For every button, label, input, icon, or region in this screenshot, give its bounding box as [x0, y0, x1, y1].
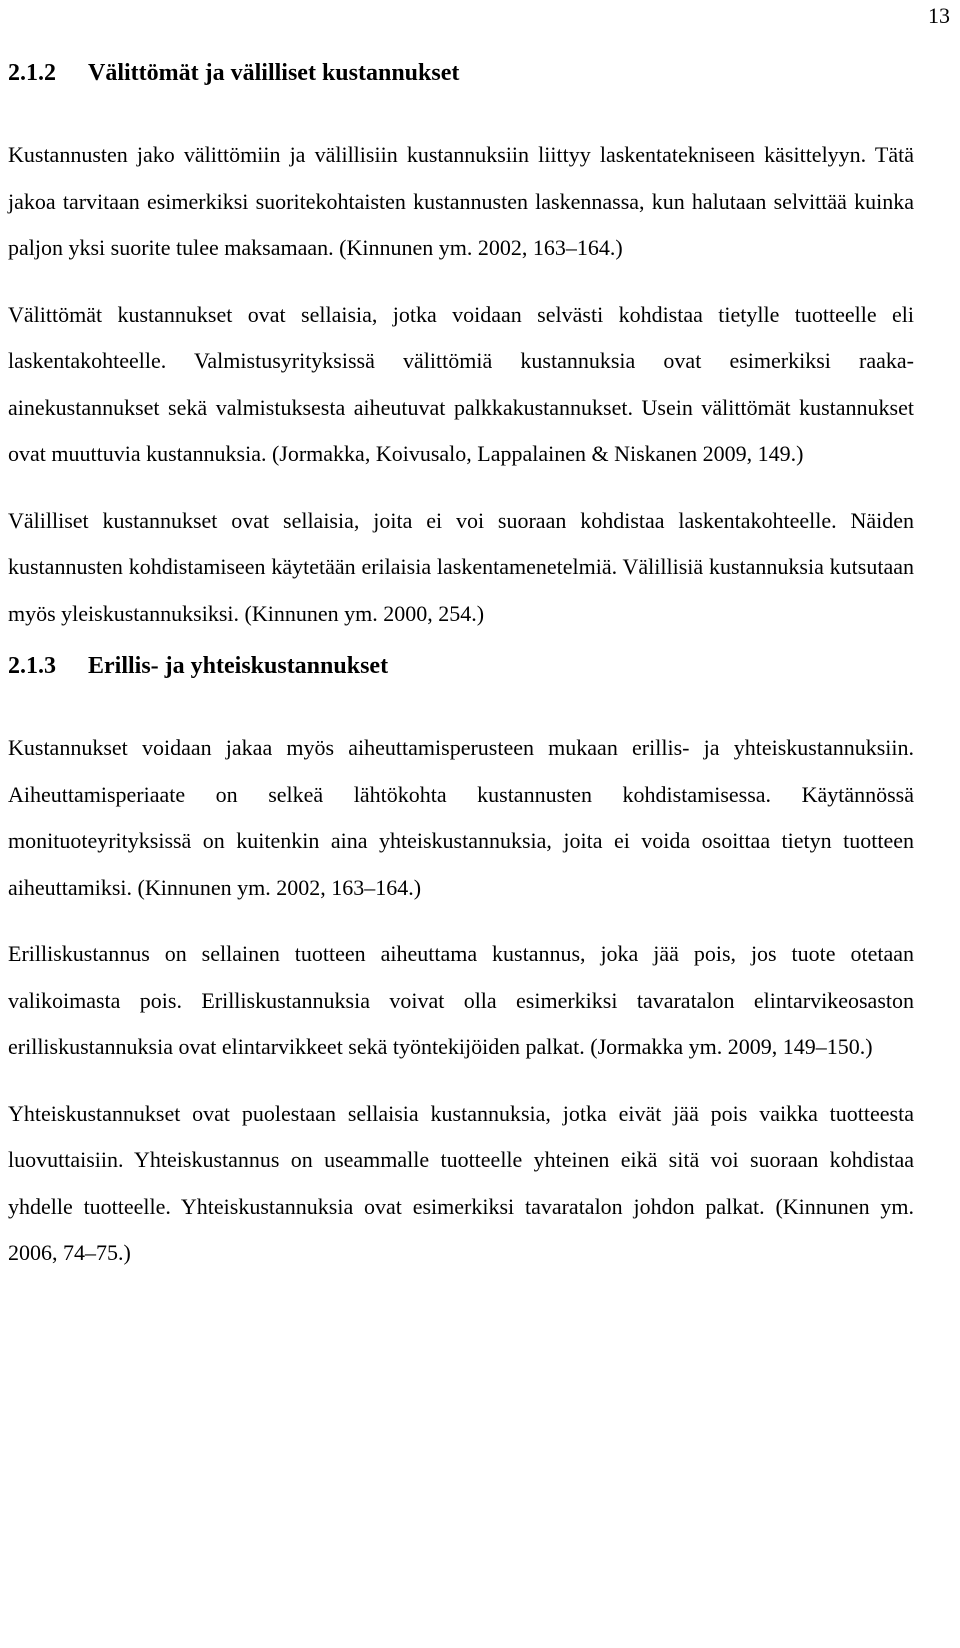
paragraph-direct-costs: Välittömät kustannukset ovat sellaisia, jotka voidaan selvästi kohdistaa tietylle tuotteelle eli laskentakohteelle. Valmistusyrityksissä välittömiä kustannuksia ovat esimerkiksi raaka-ainekustannukset sekä valmistuksesta aiheutuvat palkkakustannukset. Usein välittömät kustannukset ovat muuttuvia kustannuksia. (Jormakka, Koivusalo, Lappalainen & Niskanen 2009, 149.) — [8, 301, 914, 466]
section-heading-2-1-2 — [8, 58, 914, 88]
paragraph-separate-joint-costs: Kustannukset voidaan jakaa myös aiheuttamisperusteen mukaan erillis- ja yhteiskustannuksiin. Aiheuttamisperiaate on selkeä lähtökohta kustannusten kohdistamisessa. Käytännössä monituoteyrityksissä on kuitenkin aina yhteiskustannuksia, joita ei voida osoittaa tietyn tuotteen aiheuttamiksi. (Kinnunen ym. 2002, 163–164.) — [8, 735, 914, 900]
section-number: 2.1.2 — [8, 60, 56, 86]
section-number: 2.1.3 — [8, 653, 56, 679]
page-number: 13 — [928, 3, 950, 28]
section-title: Välittömät ja välilliset kustannukset — [88, 60, 460, 86]
paragraph-cost-division: Kustannusten jako välittömiin ja välillisiin kustannuksiin liittyy laskentatekniseen käsittelyyn. Tätä jakoa tarvitaan esimerkiksi suoritekohtaisten kustannusten laskennassa, kun halutaan selvittää kuinka paljon yksi suorite tulee maksamaan. (Kinnunen ym. 2002, 163–164.) — [8, 142, 914, 260]
paragraph-separate-cost: Erilliskustannus on sellainen tuotteen aiheuttama kustannus, joka jää pois, jos tuote otetaan valikoimasta pois. Erilliskustannuksia voivat olla esimerkiksi tavaratalon elintarvikeosaston erilliskustannuksia ovat elintarvikkeet sekä työntekijöiden palkat. (Jormakka ym. 2009, 149–150.) — [8, 941, 914, 1059]
paragraph-indirect-costs: Välilliset kustannukset ovat sellaisia, joita ei voi suoraan kohdistaa laskentakohteelle. Näiden kustannusten kohdistamiseen käytetään erilaisia laskentamenetelmiä. Välillisiä kustannuksia kutsutaan myös yleiskustannuksiksi. (Kinnunen ym. 2000, 254.) — [8, 507, 914, 626]
paragraph-joint-costs: Yhteiskustannukset ovat puolestaan sellaisia kustannuksia, jotka eivät jää pois vaikka tuotteesta luovuttaisiin. Yhteiskustannus on useammalle tuotteelle yhteinen eikä sitä voi suoraan kohdistaa yhdelle tuotteelle. Yhteiskustannuksia ovat esimerkiksi tavaratalon johdon palkat. (Kinnunen ym. 2006, 74–75.) — [8, 1100, 914, 1265]
section-heading-2-1-3 — [8, 651, 914, 681]
section-title: Erillis- ja yhteiskustannukset — [88, 653, 389, 679]
document-body — [8, 58, 914, 1277]
